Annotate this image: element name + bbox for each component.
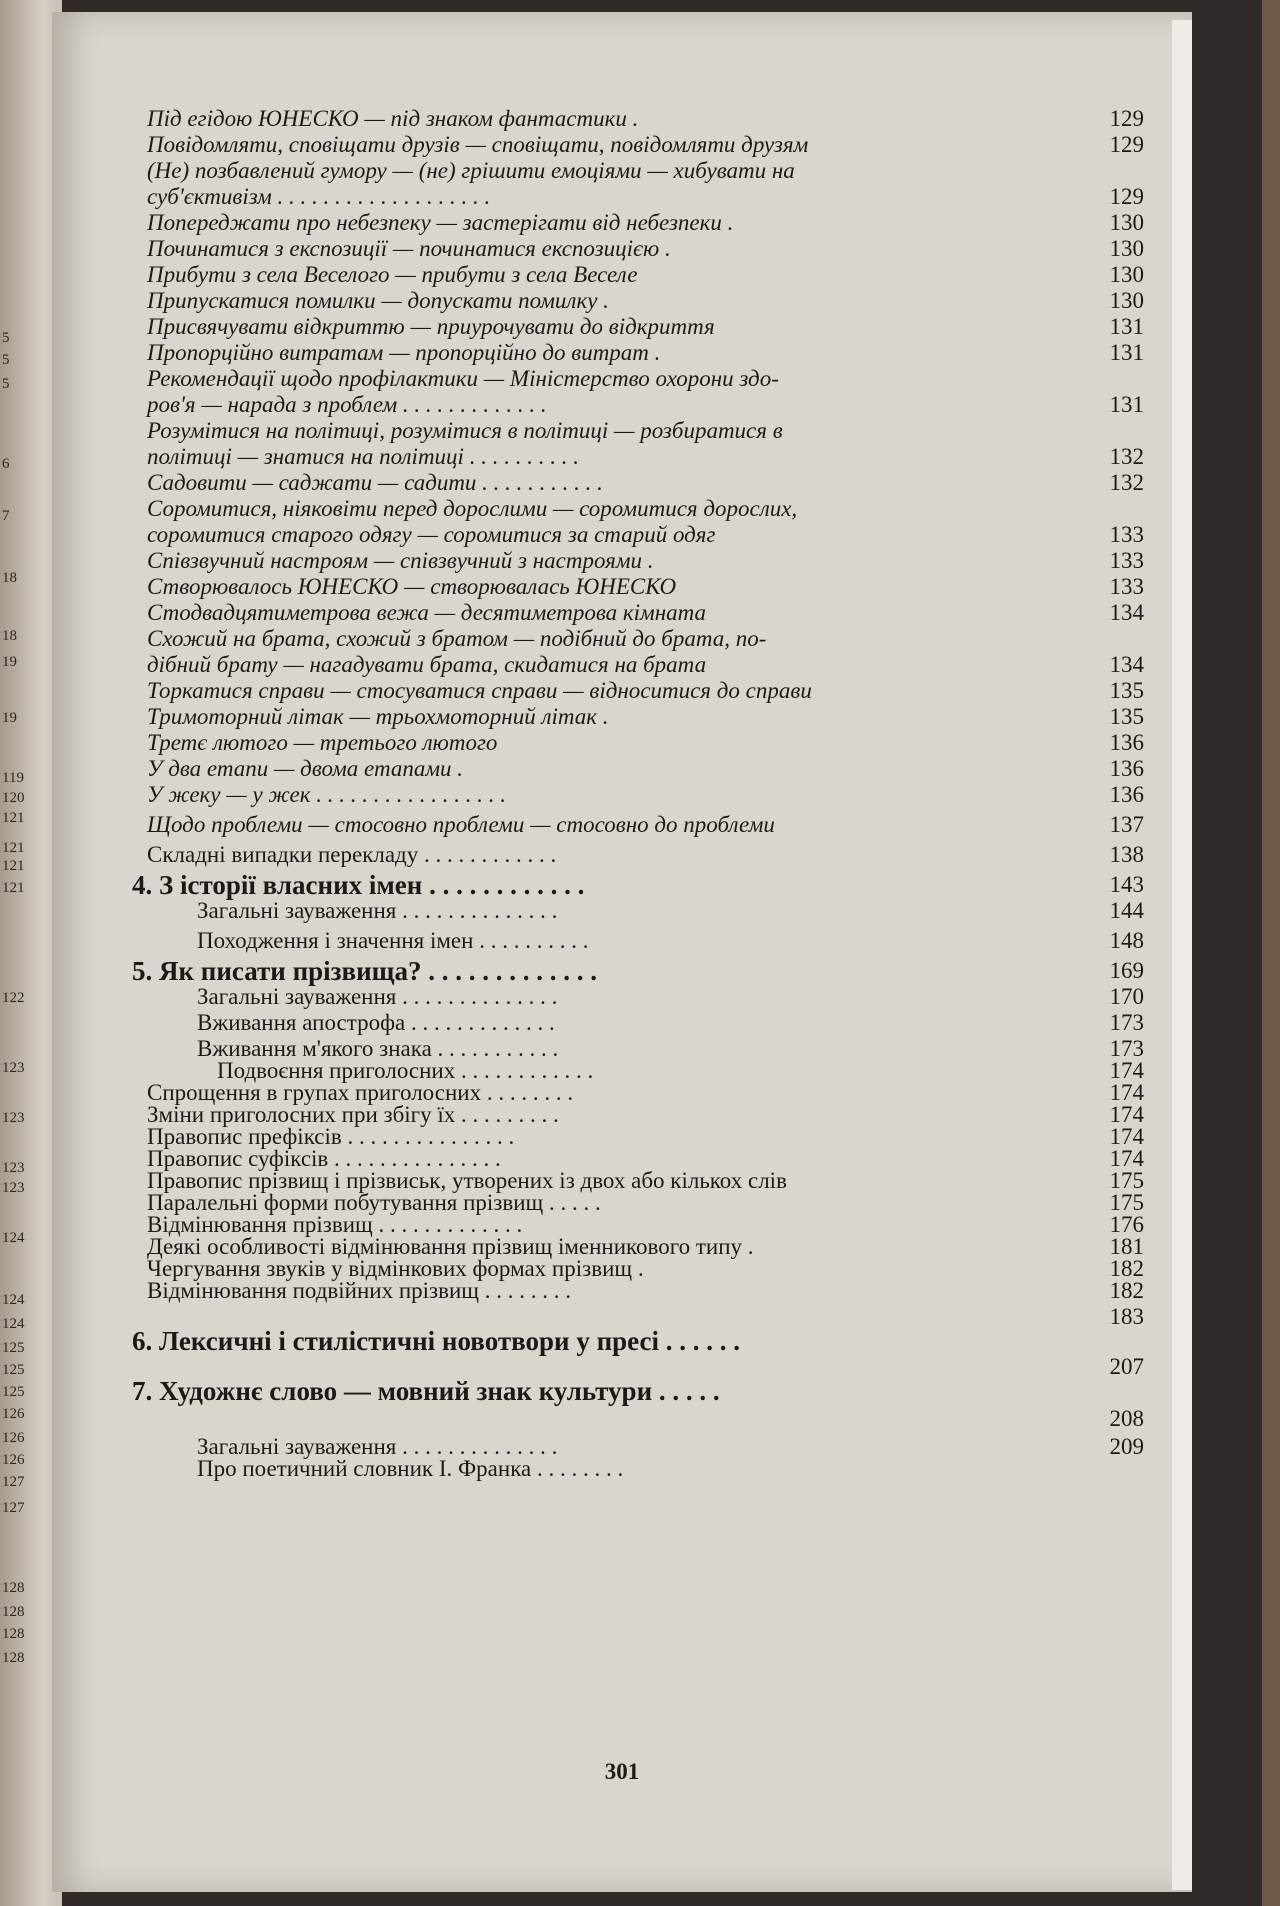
previous-page-number: 123 (2, 1060, 25, 1076)
toc-entry-page: 174 (1109, 1124, 1144, 1149)
toc-entry-title: Чергування звуків у відмінкових формах прізвищ . (147, 1256, 644, 1281)
toc-entry-title: 5. Як писати прізвища? . . . . . . . . . . . . . (132, 956, 597, 986)
previous-page-number: 6 (2, 456, 10, 472)
toc-entry-page: 133 (1109, 548, 1144, 573)
previous-page-number: 18 (2, 570, 17, 586)
previous-page-number: 125 (2, 1384, 25, 1400)
previous-page-number: 120 (2, 790, 25, 806)
toc-entry-title: Деякі особливості відмінювання прізвищ іменникового типу . (147, 1234, 754, 1259)
previous-page-number: 119 (2, 770, 24, 786)
toc-entry-page: 129 (1109, 132, 1144, 157)
previous-page-number: 127 (2, 1500, 25, 1516)
toc-entry-title: Третє лютого — третього лютого (147, 730, 498, 755)
previous-page-number: 19 (2, 654, 17, 670)
toc-entry-title: Загальні зауваження . . . . . . . . . . . . . . (197, 984, 558, 1009)
previous-page-number: 126 (2, 1452, 25, 1468)
page-stack-edge (1172, 20, 1192, 1890)
toc-entry-title: Правопис суфіксів . . . . . . . . . . . . . . . (147, 1146, 501, 1171)
toc-entry-page: 135 (1109, 678, 1144, 703)
toc-entry-title: Паралельні форми побутування прізвищ . . . . . (147, 1190, 601, 1215)
previous-page-number: 124 (2, 1230, 25, 1246)
toc-entry-page: 134 (1109, 600, 1144, 625)
toc-entry-page: 131 (1109, 392, 1144, 417)
toc-entry-title: Щодо проблеми — стосовно проблеми — стосовно до проблеми (147, 812, 775, 837)
previous-page-number: 128 (2, 1626, 25, 1642)
toc-entry-page: 136 (1109, 782, 1144, 807)
toc-entry-page: 182 (1109, 1256, 1144, 1281)
toc-entry-title: Спрощення в групах приголосних . . . . . . . . (147, 1080, 574, 1105)
toc-entry-page: 131 (1109, 340, 1144, 365)
toc-entry-title: Загальні зауваження . . . . . . . . . . . . . . (197, 1434, 558, 1459)
toc-entry-title: Відмінювання прізвищ . . . . . . . . . . . . . (147, 1212, 523, 1237)
toc-entry-title: ров'я — нарада з проблем . . . . . . . . . . . . . (147, 392, 547, 417)
toc-entry-title: Присвячувати відкриттю — приурочувати до відкриття (147, 314, 715, 339)
page-number: 301 (604, 1759, 640, 1784)
toc-entry-title: Про поетичний словник І. Франка . . . . . . . . (197, 1456, 624, 1481)
toc-entry-title: Попереджати про небезпеку — застерігати від небезпеки . (147, 210, 734, 235)
previous-page-number: 121 (2, 840, 25, 856)
toc-entry-page: 130 (1109, 236, 1144, 261)
toc-row (147, 1404, 1144, 1434)
toc-entry-page: 173 (1109, 1010, 1144, 1035)
previous-page-number: 121 (2, 880, 25, 896)
previous-page-number: 126 (2, 1430, 25, 1446)
toc-entry-page: 181 (1109, 1234, 1144, 1259)
toc-entry-page: 182 (1109, 1278, 1144, 1303)
toc-entry-title: (Не) позбавлений гумору — (не) грішити емоціями — хибувати на (147, 158, 795, 183)
toc-chapter-row (132, 1376, 1144, 1406)
toc-entry-page: 174 (1109, 1058, 1144, 1083)
previous-page-number: 128 (2, 1604, 25, 1620)
toc-entry-title: Правопис прізвищ і прізвиськ, утворених із двох або кількох слів (147, 1168, 787, 1193)
toc-entry-title: 7. Художнє слово — мовний знак культури . . . . . (132, 1376, 720, 1406)
toc-entry-page: 132 (1109, 470, 1144, 495)
previous-page-number: 128 (2, 1580, 25, 1596)
toc-row (147, 840, 1144, 870)
book-page (52, 12, 1192, 1892)
toc-entry-page: 136 (1109, 730, 1144, 755)
toc-entry-title: Зміни приголосних при збігу їх . . . . . . . . . (147, 1102, 559, 1127)
toc-entry-page: 170 (1109, 984, 1144, 1009)
toc-entry-title: Правопис префіксів . . . . . . . . . . . . . . . (147, 1124, 515, 1149)
toc-entry-page: 132 (1109, 444, 1144, 469)
toc-entry-page: 130 (1109, 288, 1144, 313)
toc-entry-title: У два етапи — двома етапами . (147, 756, 464, 781)
previous-page-number: 123 (2, 1160, 25, 1176)
toc-entry-page: 135 (1109, 704, 1144, 729)
toc-entry-title: Соромитися, ніяковіти перед дорослими — соромитися дорослих, (147, 496, 798, 521)
toc-entry-page: 138 (1109, 842, 1144, 867)
toc-entry-title: дібний брату — нагадувати брата, скидатися на брата (147, 652, 707, 677)
toc-entry-title: Рекомендації щодо профілактики — Міністерство охорони здо- (147, 366, 779, 391)
toc-row (147, 810, 1144, 840)
toc-entry-title: Під егідою ЮНЕСКО — під знаком фантастики . (147, 106, 639, 131)
toc-entry-title: Садовити — саджати — садити . . . . . . . . . . . (147, 470, 603, 495)
toc-row (147, 780, 1144, 810)
previous-page-number: 123 (2, 1110, 25, 1126)
previous-page-number: 121 (2, 810, 25, 826)
toc-entry-title: Починатися з експозиції — починатися експозицією . (147, 236, 671, 261)
toc-entry-page: 133 (1109, 574, 1144, 599)
toc-entry-title: Розумітися на політиці, розумітися в політиці — розбиратися в (147, 418, 783, 443)
previous-page-number: 19 (2, 710, 17, 726)
toc-entry-title: Складні випадки перекладу . . . . . . . . . . . . (147, 842, 557, 867)
toc-entry-title: 4. З історії власних імен . . . . . . . . . . . . (132, 870, 585, 900)
toc-entry-title: соромитися старого одягу — соромитися за старий одяг (147, 522, 716, 547)
previous-page-number: 123 (2, 1180, 25, 1196)
table-of-contents (52, 12, 1192, 1892)
previous-page-number: 5 (2, 352, 10, 368)
toc-entry-page: 174 (1109, 1146, 1144, 1171)
previous-page-number: 18 (2, 628, 17, 644)
toc-entry-title: Прибути з села Веселого — прибути з села Веселе (147, 262, 638, 287)
toc-entry-title: Стодвадцятиметрова вежа — десятиметрова кімната (147, 600, 707, 625)
previous-page-number: 121 (2, 858, 25, 874)
previous-page-number: 128 (2, 1650, 25, 1666)
toc-entry-page: 174 (1109, 1102, 1144, 1127)
toc-entry-page: 175 (1109, 1168, 1144, 1193)
toc-entry-title: Загальні зауваження . . . . . . . . . . . . . . (197, 898, 558, 923)
toc-entry-page: 143 (1109, 872, 1144, 897)
toc-entry-title: Створювалось ЮНЕСКО — створювалась ЮНЕСКО (147, 574, 677, 599)
toc-entry-page: 176 (1109, 1212, 1144, 1237)
toc-entry-title: Повідомляти, сповіщати друзів — сповіщати, повідомляти друзям (147, 132, 809, 157)
toc-entry-page: 144 (1109, 898, 1144, 923)
toc-entry-title: політиці — знатися на політиці . . . . . . . . . . (147, 444, 579, 469)
toc-entry-title: Співзвучний настроям — співзвучний з настроями . (147, 548, 654, 573)
toc-row (197, 926, 1144, 956)
toc-entry-page: 131 (1109, 314, 1144, 339)
toc-entry-page: 134 (1109, 652, 1144, 677)
toc-entry-title: Пропорційно витратам — пропорційно до витрат . (147, 340, 661, 365)
previous-page-number: 126 (2, 1406, 25, 1422)
toc-entry-title: Подвоєння приголосних . . . . . . . . . . . . (217, 1058, 594, 1083)
toc-entry-page: 148 (1109, 928, 1144, 953)
toc-entry-title: 6. Лексичні і стилістичні новотвори у пресі . . . . . . (132, 1326, 740, 1356)
toc-entry-page: 130 (1109, 210, 1144, 235)
previous-page-number: 5 (2, 376, 10, 392)
previous-page-number: 7 (2, 508, 10, 524)
toc-entry-page: 174 (1109, 1080, 1144, 1105)
toc-entry-title: Вживання м'якого знака . . . . . . . . . . . (197, 1036, 559, 1061)
toc-entry-page: 209 (1109, 1434, 1144, 1459)
previous-page-number: 124 (2, 1316, 25, 1332)
toc-entry-page: 129 (1109, 184, 1144, 209)
toc-entry-title: Торкатися справи — стосуватися справи — відноситися до справи (147, 678, 812, 703)
toc-entry-title: Вживання апострофа . . . . . . . . . . . . . (197, 1010, 555, 1035)
toc-entry-page: 169 (1109, 958, 1144, 983)
toc-entry-title: Припускатися помилки — допускати помилку . (147, 288, 609, 313)
previous-page-number: 125 (2, 1362, 25, 1378)
toc-entry-title: Схожий на брата, схожий з братом — подібний до брата, по- (147, 626, 767, 651)
toc-entry-page: 133 (1109, 522, 1144, 547)
toc-entry-title: Тримоторний літак — трьохмоторний літак . (147, 704, 609, 729)
toc-row (197, 1454, 1144, 1484)
toc-entry-page: 129 (1109, 106, 1144, 131)
toc-entry-page: 136 (1109, 756, 1144, 781)
previous-page-number: 5 (2, 330, 10, 346)
toc-entry-page: 173 (1109, 1036, 1144, 1061)
toc-entry-title: Походження і значення імен . . . . . . . . . . (197, 928, 589, 953)
previous-page-number: 127 (2, 1474, 25, 1490)
toc-entry-page: 183 (1109, 1304, 1144, 1329)
toc-entry-title: суб'єктивізм . . . . . . . . . . . . . . . . . . . (147, 184, 491, 209)
toc-entry-page: 175 (1109, 1190, 1144, 1215)
toc-entry-page: 207 (1109, 1354, 1144, 1379)
toc-entry-page: 208 (1109, 1406, 1144, 1431)
toc-entry-page: 130 (1109, 262, 1144, 287)
previous-page-number: 122 (2, 990, 25, 1006)
toc-entry-page: 137 (1109, 812, 1144, 837)
toc-row (197, 896, 1144, 926)
toc-entry-title: У жеку — у жек . . . . . . . . . . . . . . . . . (147, 782, 506, 807)
previous-page-number: 125 (2, 1340, 25, 1356)
previous-page-number: 124 (2, 1292, 25, 1308)
toc-entry-title: Відмінювання подвійних прізвищ . . . . . . . . (147, 1278, 572, 1303)
